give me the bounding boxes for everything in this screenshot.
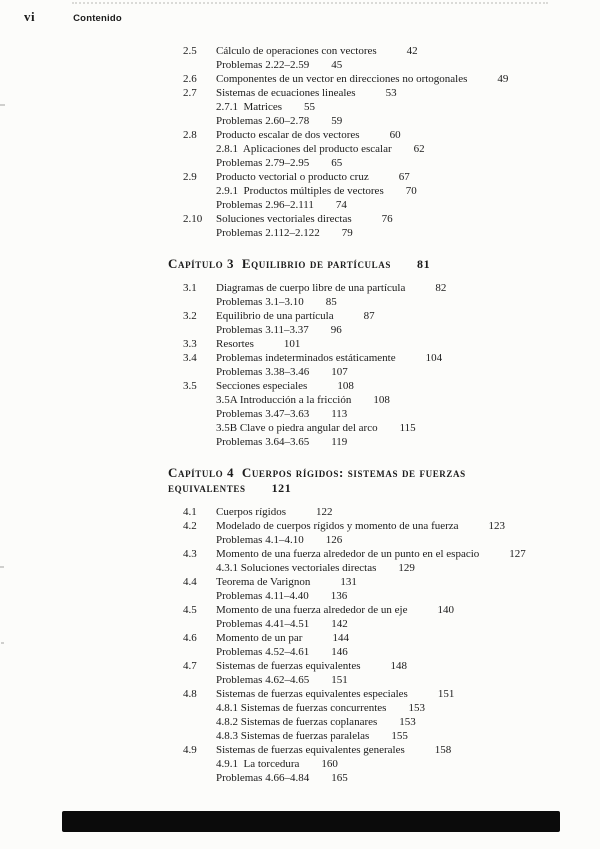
toc-entry-number: 3.2 [183,309,197,322]
toc-entry [168,351,566,365]
toc-subentry [168,701,566,715]
toc-page-ref: 107 [331,365,348,378]
toc-chapter-heading [168,465,566,497]
toc-page-ref: 153 [399,715,416,728]
toc-page-ref: 85 [325,295,337,308]
toc-entry-number: 4.5 [183,603,197,616]
toc-entry-number: 4.9 [183,743,197,756]
toc-entry-title: Componentes de un vector en direcciones no ortogonales [216,73,468,85]
toc-entry-number: 3.5 [183,379,197,392]
toc-page-ref: 74 [335,199,347,211]
toc-entry [168,575,566,589]
toc-entry-title: Diagramas de cuerpo libre de una partícula [216,281,406,294]
toc-entry [168,505,566,519]
toc-chapter-heading [168,256,566,273]
toc-entry-title: 4.9.1 La torcedura [216,757,300,770]
toc-entry-title: Problemas 4.52–4.61 [216,645,310,658]
toc-entry-number: 2.10 [183,213,203,225]
toc-entry-title: Sistemas de fuerzas equivalentes [216,659,361,672]
toc-entry-title: Momento de una fuerza alrededor de un eje [216,603,408,616]
toc-entry [168,281,566,295]
toc-page-ref: 129 [398,561,415,574]
toc-page-ref: 121 [271,481,292,495]
toc-entry-title: Producto escalar de dos vectores [216,129,360,141]
toc-entry-title: Producto vectorial o producto cruz [216,171,369,183]
toc-subentry [168,729,566,743]
toc-entry-title: 2.9.1 Productos múltiples de vectores [216,185,384,197]
toc-entry [168,379,566,393]
toc-entry [168,212,566,226]
toc-entry-number: 2.6 [183,73,197,85]
toc-entry-number: 2.5 [183,45,197,57]
toc-page-ref: 113 [331,407,348,420]
toc-subentry [168,407,566,421]
toc-page-ref: 140 [437,603,454,616]
toc-entry-title: 4.8.2 Sistemas de fuerzas coplanares [216,715,378,728]
toc-page-ref: 160 [321,757,338,770]
toc-entry-number: 4.7 [183,659,197,672]
toc-subentry [168,715,566,729]
toc-subentry [168,533,566,547]
toc-subentry [168,156,566,170]
toc-entry [168,44,566,58]
toc-entry-title: Problemas 3.11–3.37 [216,323,309,336]
toc-page-ref: 65 [331,157,343,169]
toc-entry-title: Momento de una fuerza alrededor de un punto en el espacio [216,547,480,560]
toc-page-ref: 142 [331,617,348,630]
toc-entry-title: 3.5A Introducción a la fricción [216,393,352,406]
toc-subentry [168,58,566,72]
toc-entry-title: Capítulo 3 Equilibrio de partículas [168,256,391,271]
toc-entry-number: 2.7 [183,87,197,99]
toc-subentry [168,435,566,449]
toc-page-ref: 165 [331,771,348,784]
toc-entry-title: Problemas 2.60–2.78 [216,115,310,127]
toc-entry-title: Cuerpos rígidos [216,505,286,518]
toc-entry [168,337,566,351]
toc-entry-title: Resortes [216,337,254,350]
toc-entry [168,631,566,645]
toc-page-ref: 127 [509,547,526,560]
toc-entry-title: Problemas 4.62–4.65 [216,673,310,686]
toc-page-ref: 155 [391,729,408,742]
toc-page-ref: 151 [437,687,455,700]
toc-entry-title: Equilibrio de una partícula [216,309,334,322]
toc-entry [168,687,566,701]
toc-entry-number: 3.1 [183,281,197,294]
toc-page-ref: 55 [303,101,315,113]
toc-entry-number: 2.8 [183,129,197,141]
scan-artifact-top-edge [72,2,548,4]
toc-entry-title: Secciones especiales [216,379,308,392]
toc-entry [168,170,566,184]
toc-page-ref: 70 [405,185,417,197]
toc-page-ref: 53 [385,87,397,99]
toc-subentry [168,645,566,659]
toc-entry-number: 4.8 [183,687,197,700]
toc-page-ref: 42 [406,45,418,57]
toc-subentry [168,617,566,631]
toc-page-ref: 151 [331,673,348,686]
toc-page-ref: 108 [373,393,390,406]
toc-entry-title: 4.3.1 Soluciones vectoriales directas [216,561,377,574]
toc-entry-title: 3.5B Clave o piedra angular del arco [216,421,378,434]
toc-entry [168,86,566,100]
toc-entry [168,603,566,617]
toc-entry-title: Problemas 2.96–2.111 [216,199,314,211]
toc-page-ref: 101 [283,337,301,350]
toc-page-ref: 144 [332,631,349,644]
toc-page-ref: 146 [331,645,348,658]
toc-entry-title: Teorema de Varignon [216,575,311,588]
toc-entry [168,309,566,323]
scan-artifact-mark [0,566,4,568]
toc-entry-title: Problemas 4.41–4.51 [216,617,310,630]
toc-entry-title: Problemas 2.79–2.95 [216,157,310,169]
toc-entry-title: Problemas 3.38–3.46 [216,365,310,378]
toc-entry [168,519,566,533]
toc-entry-number: 4.2 [183,519,197,532]
toc-subentry [168,142,566,156]
toc-subentry [168,226,566,240]
page-number: vi [24,9,36,24]
toc-subentry [168,323,566,337]
toc-page-ref: 153 [408,701,425,714]
toc-entry-title: 4.8.1 Sistemas de fuerzas concurrentes [216,701,387,714]
toc-page-ref: 59 [331,115,343,127]
toc-entry-title: Cálculo de operaciones con vectores [216,45,377,57]
toc-page-ref: 126 [325,533,343,546]
toc-page-ref: 49 [497,73,509,85]
toc-entry [168,547,566,561]
toc-subentry [168,365,566,379]
toc-entry-title: Sistemas de fuerzas equivalentes especiales [216,687,408,700]
toc-entry-title: Problemas 4.1–4.10 [216,533,304,546]
toc-subentry [168,295,566,309]
toc-entry-title: 4.8.3 Sistemas de fuerzas paralelas [216,729,370,742]
toc-entry [168,128,566,142]
toc-entry-title: Problemas 4.66–4.84 [216,771,310,784]
toc-subentry [168,673,566,687]
toc-page-ref: 67 [398,171,410,183]
toc-list [168,44,566,785]
toc-entry-number: 3.3 [183,337,197,350]
toc-page-ref: 96 [330,323,342,336]
toc-entry-title: 2.7.1 Matrices [216,101,282,113]
toc-entry-title: Problemas 3.64–3.65 [216,435,310,448]
toc-page-ref: 136 [330,589,348,602]
toc-subentry [168,393,566,407]
toc-entry-title: Sistemas de fuerzas equivalentes generales [216,743,405,756]
toc-entry-number: 4.4 [183,575,197,588]
toc-entry-number: 2.9 [183,171,197,183]
toc-page-ref: 108 [337,379,354,392]
toc-entry-title: Problemas 4.11–4.40 [216,589,309,602]
toc-page-ref: 131 [340,575,357,588]
toc-page-ref: 104 [425,351,443,364]
toc-entry-title: Momento de un par [216,631,303,644]
toc-entry [168,72,566,86]
toc-page-ref: 45 [331,59,343,71]
toc-entry [168,659,566,673]
scan-artifact-mark [0,104,5,106]
toc-entry-title: 2.8.1 Aplicaciones del producto escalar [216,143,392,155]
toc-subentry [168,100,566,114]
toc-subentry [168,421,566,435]
toc-entry-title: Modelado de cuerpos rígidos y momento de una fuerza [216,519,459,532]
toc-subentry [168,184,566,198]
toc-page-ref: 122 [315,505,333,518]
scan-artifact-bottom-bar [62,811,560,832]
toc-entry [168,743,566,757]
toc-page-ref: 87 [363,309,375,322]
toc-page-ref: 60 [389,129,401,141]
toc-page-ref: 158 [434,743,452,756]
toc-subentry [168,589,566,603]
toc-page-ref: 148 [390,659,407,672]
toc-entry-number: 4.1 [183,505,197,518]
scan-artifact-mark [1,642,4,644]
running-head: Contenido [73,13,122,24]
toc-entry-title: Soluciones vectoriales directas [216,213,352,225]
toc-entry-title: Problemas 2.112–2.122 [216,227,320,239]
toc-subentry [168,561,566,575]
toc-subentry [168,771,566,785]
toc-entry-title: Problemas 3.1–3.10 [216,295,304,308]
toc-entry-title: Problemas 3.47–3.63 [216,407,310,420]
toc-entry-title: Capítulo 4 Cuerpos rígidos: sistemas de fuerzas equivalentes [168,464,470,495]
toc-entry-title: Problemas 2.22–2.59 [216,59,310,71]
toc-subentry [168,757,566,771]
toc-page-ref: 119 [331,435,348,448]
toc-page-ref: 115 [399,421,416,434]
toc-entry-number: 4.6 [183,631,197,644]
page-header [24,9,122,25]
toc-page-ref: 82 [435,281,447,294]
toc-entry-title: Problemas indeterminados estáticamente [216,351,396,364]
toc-page-ref: 79 [341,227,353,239]
toc-page-ref: 76 [381,213,393,225]
toc-entry-title: Sistemas de ecuaciones lineales [216,87,356,99]
toc-subentry [168,198,566,212]
toc-page-ref: 62 [413,143,425,155]
toc-page-ref: 123 [488,519,506,532]
toc-page-ref: 81 [416,257,431,271]
toc-entry-number: 3.4 [183,351,197,364]
toc-subentry [168,114,566,128]
toc-entry-number: 4.3 [183,547,197,560]
